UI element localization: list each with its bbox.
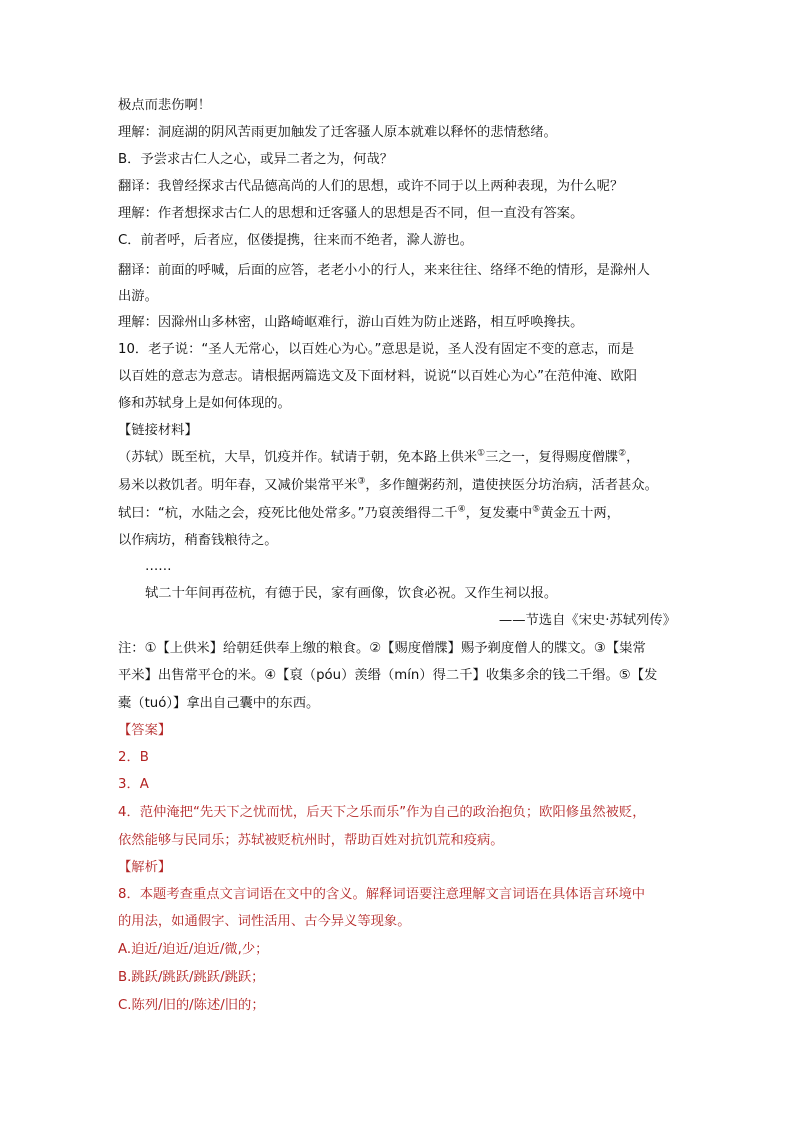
analysis-line: B.跳跃/跳跃/跳跃/跳跃； <box>118 970 265 985</box>
answer-line: 依然能够与民同乐；苏轼被贬杭州时，帮助百姓对抗饥荒和疫病。 <box>118 833 504 848</box>
source-citation: ——节选自《宋史·苏轼列传》 <box>498 613 676 628</box>
text-line <box>118 476 658 496</box>
notes-line: 平米】出售常平仓的米。④【裒（póu）羡缗（mín）得二千】收集多余的钱二千缗。⑤【发 <box>118 668 658 683</box>
text-line: 理解：作者想探求古仁人的思想和迁客骚人的思想是否不同，但一直没有答案。 <box>118 206 584 221</box>
analysis-line: C.陈列/旧的/陈述/旧的； <box>118 998 265 1013</box>
answer-line: 3．A <box>118 777 149 792</box>
text-segment: 易米以救饥者。明年春，又减价粜常平米 <box>118 478 358 493</box>
text-segment: 轼曰：“杭，水陆之会，疫死比他处常多。”乃裒羡缗得二千 <box>118 506 458 521</box>
analysis-heading: 【解析】 <box>118 860 172 875</box>
text-line: 以作病坊，稍畜钱粮待之。 <box>118 533 278 548</box>
text-line: 极点而悲伤啊！ <box>118 98 212 113</box>
section-heading-material: 【链接材料】 <box>118 423 198 438</box>
text-segment: ， <box>626 450 640 465</box>
text-segment: 三之一，复得赐度僧牒 <box>485 450 619 465</box>
text-segment: 黄金五十两， <box>540 506 620 521</box>
footnote-mark: ⑤ <box>532 504 541 515</box>
footnote-mark: ① <box>477 448 486 459</box>
text-line: 修和苏轼身上是如何体现的。 <box>118 396 291 411</box>
text-line: 以百姓的意志为意志。请根据两篇选文及下面材料，说说“以百姓心为心”在范仲淹、欧阳 <box>118 369 638 384</box>
footnote-mark: ② <box>618 448 627 459</box>
text-line: 翻译：我曾经探求古代品德高尚的人们的思想，或许不同于以上两种表现，为什么呢？ <box>118 179 624 194</box>
text-line: 翻译：前面的呼喊，后面的应答，老老小小的行人，来来往往、络绎不绝的情形，是滁州人 <box>118 263 650 278</box>
analysis-line: 的用法，如通假字、词性活用、古今异义等现象。 <box>118 914 411 929</box>
footnote-mark: ③ <box>357 476 366 487</box>
text-line: 理解：洞庭湖的阴风苦雨更加触发了迁客骚人原本就难以释怀的悲情愁绪。 <box>118 125 557 140</box>
ellipsis: …… <box>145 559 172 574</box>
text-line: B．予尝求古仁人之心，或异二者之为，何哉？ <box>118 152 394 167</box>
analysis-line: 8．本题考查重点文言词语在文中的含义。解释词语要注意理解文言词语在具体语言环境中 <box>118 887 646 902</box>
question-10: 10．老子说：“圣人无常心，以百姓心为心。”意思是说，圣人没有固定不变的意志，而是 <box>118 342 635 357</box>
notes-line: 注：①【上供米】给朝廷供奉上缴的粮食。②【赐度僧牒】赐予剃度僧人的牒文。③【粜常 <box>118 641 646 656</box>
answer-heading: 【答案】 <box>118 723 172 738</box>
text-line: C．前者呼，后者应，伛偻提携，往来而不绝者，滁人游也。 <box>118 233 474 248</box>
text-line: 出游。 <box>118 289 158 304</box>
notes-line: 橐（tuó）】拿出自己囊中的东西。 <box>118 696 320 711</box>
text-line: 轼二十年间再莅杭，有德于民，家有画像，饮食必祝。又作生祠以报。 <box>145 586 558 601</box>
footnote-mark: ④ <box>457 504 466 515</box>
text-line <box>118 448 639 468</box>
text-segment: ，多作饘粥药剂，遣使挟医分坊治病，活者甚众。 <box>365 478 658 493</box>
answer-line: 2．B <box>118 750 149 765</box>
text-line <box>118 504 620 524</box>
text-segment: ，复发橐中 <box>465 506 533 521</box>
answer-line: 4．范仲淹把“先天下之忧而忧，后天下之乐而乐”作为自己的政治抱负；欧阳修虽然被贬， <box>118 805 646 820</box>
analysis-line: A.迫近/迫近/迫近/微,少； <box>118 942 269 957</box>
text-segment: （苏轼）既至杭，大旱，饥疫并作。轼请于朝，免本路上供米 <box>118 450 478 465</box>
text-line: 理解：因滁州山多林密，山路崎岖难行，游山百姓为防止迷路，相互呼唤搀扶。 <box>118 315 584 330</box>
